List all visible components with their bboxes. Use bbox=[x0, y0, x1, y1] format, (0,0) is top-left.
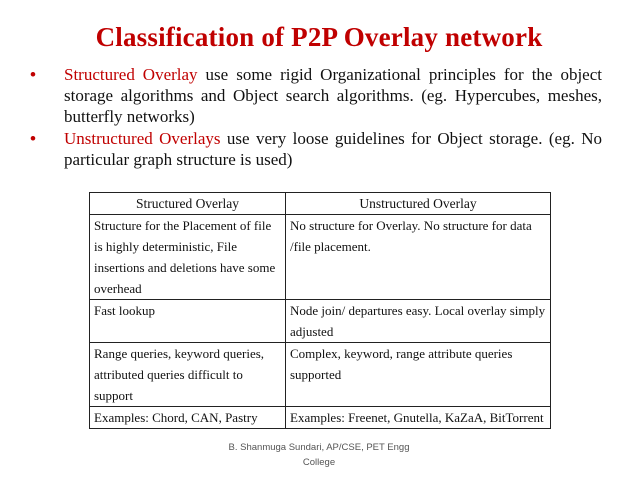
table-cell: Range queries, keyword queries, attributed queries difficult to support bbox=[90, 343, 286, 407]
table-cell: Node join/ departures easy. Local overlay simply adjusted bbox=[286, 300, 551, 343]
header-unstructured: Unstructured Overlay bbox=[286, 193, 551, 215]
table-cell: Examples: Freenet, Gnutella, KaZaA, BitTorrent bbox=[286, 407, 551, 429]
slide-title: Classification of P2P Overlay network bbox=[95, 22, 543, 52]
table-cell: No structure for Overlay. No structure for data /file placement. bbox=[286, 215, 551, 300]
table-cell: Structure for the Placement of file is highly deterministic, File insertions and deletions have some overhead bbox=[90, 215, 286, 300]
table-cell: Fast lookup bbox=[90, 300, 286, 343]
table-row bbox=[90, 215, 551, 300]
comparison-table bbox=[89, 192, 551, 429]
bullet-highlight: Unstructured Overlays bbox=[64, 129, 221, 148]
bullet-text: use some rigid Organizational principles for the object storage algorithms and Object search algorithms. (eg. Hypercubes, meshes, butterfly networks) bbox=[64, 65, 602, 126]
footer-institution: College bbox=[302, 457, 336, 468]
bullet-marker: • bbox=[30, 65, 36, 84]
table-cell: Complex, keyword, range attribute queries supported bbox=[286, 343, 551, 407]
bullet-highlight: Structured Overlay bbox=[64, 65, 198, 84]
bullet-text: use very loose guidelines for Object storage. (eg. No particular graph structure is used) bbox=[64, 129, 602, 169]
table-row bbox=[90, 300, 551, 343]
bullet-structured-overlay bbox=[30, 64, 602, 127]
table-cell: Examples: Chord, CAN, Pastry bbox=[90, 407, 286, 429]
slide-footer bbox=[200, 440, 438, 470]
table-row bbox=[90, 343, 551, 407]
table-row bbox=[90, 407, 551, 429]
bullet-unstructured-overlay bbox=[30, 128, 602, 170]
table-header-row bbox=[90, 193, 551, 215]
bullet-marker: • bbox=[30, 129, 36, 148]
bullet-list bbox=[30, 64, 602, 171]
footer-author: B. Shanmuga Sundari, AP/CSE, PET Engg bbox=[228, 442, 410, 453]
header-structured: Structured Overlay bbox=[90, 193, 286, 215]
